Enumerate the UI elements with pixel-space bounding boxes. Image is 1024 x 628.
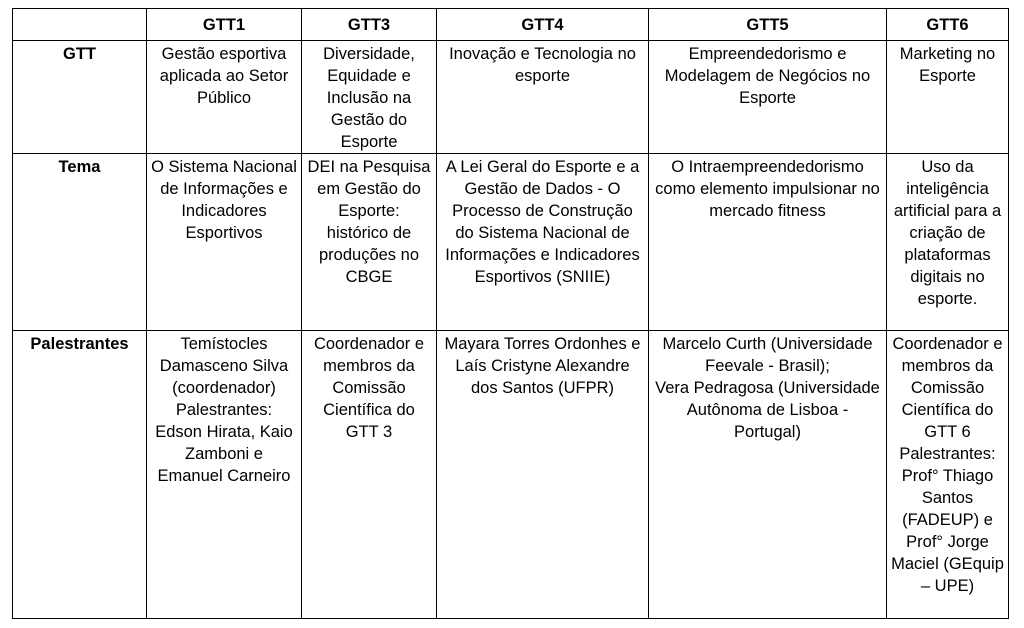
column-header-gtt4: GTT4	[437, 9, 649, 41]
column-header-gtt6: GTT6	[887, 9, 1009, 41]
table-cell: Diversidade, Equidade e Inclusão na Gestão do Esporte	[302, 41, 437, 154]
table-cell: Gestão esportiva aplicada ao Setor Público	[147, 41, 302, 154]
table-row-tema	[13, 154, 1009, 331]
row-header-palestrantes: Palestrantes	[13, 331, 147, 619]
table-cell: Temístocles Damasceno Silva (coordenador) Palestrantes: Edson Hirata, Kaio Zamboni e Emanuel Carneiro	[147, 331, 302, 619]
table-row-gtt	[13, 41, 1009, 154]
table-cell: Marketing no Esporte	[887, 41, 1009, 154]
row-header-gtt: GTT	[13, 41, 147, 154]
table-cell: Uso da inteligência artificial para a criação de plataformas digitais no esporte.	[887, 154, 1009, 331]
table-cell: O Sistema Nacional de Informações e Indicadores Esportivos	[147, 154, 302, 331]
header-row	[13, 9, 1009, 41]
table-cell: Inovação e Tecnologia no esporte	[437, 41, 649, 154]
table-cell: Empreendedorismo e Modelagem de Negócios no Esporte	[649, 41, 887, 154]
table-cell: Mayara Torres Ordonhes e Laís Cristyne Alexandre dos Santos (UFPR)	[437, 331, 649, 619]
gtt-schedule-table	[12, 8, 1009, 619]
table-row-palestrantes	[13, 331, 1009, 619]
table-cell: A Lei Geral do Esporte e a Gestão de Dados - O Processo de Construção do Sistema Nacional de Informações e Indicadores Esportivos (SNIIE)	[437, 154, 649, 331]
table-cell: Marcelo Curth (Universidade Feevale - Brasil); Vera Pedragosa (Universidade Autônoma de Lisboa - Portugal)	[649, 331, 887, 619]
table-cell: DEI na Pesquisa em Gestão do Esporte: histórico de produções no CBGE	[302, 154, 437, 331]
column-header-gtt5: GTT5	[649, 9, 887, 41]
corner-cell	[13, 9, 147, 41]
column-header-gtt1: GTT1	[147, 9, 302, 41]
table-cell: O Intraempreendedorismo como elemento impulsionar no mercado fitness	[649, 154, 887, 331]
row-header-tema: Tema	[13, 154, 147, 331]
column-header-gtt3: GTT3	[302, 9, 437, 41]
table-cell: Coordenador e membros da Comissão Científica do GTT 6 Palestrantes: Prof° Thiago Santos (FADEUP) e Prof° Jorge Maciel (GEquip – UPE)	[887, 331, 1009, 619]
table-cell: Coordenador e membros da Comissão Científica do GTT 3	[302, 331, 437, 619]
